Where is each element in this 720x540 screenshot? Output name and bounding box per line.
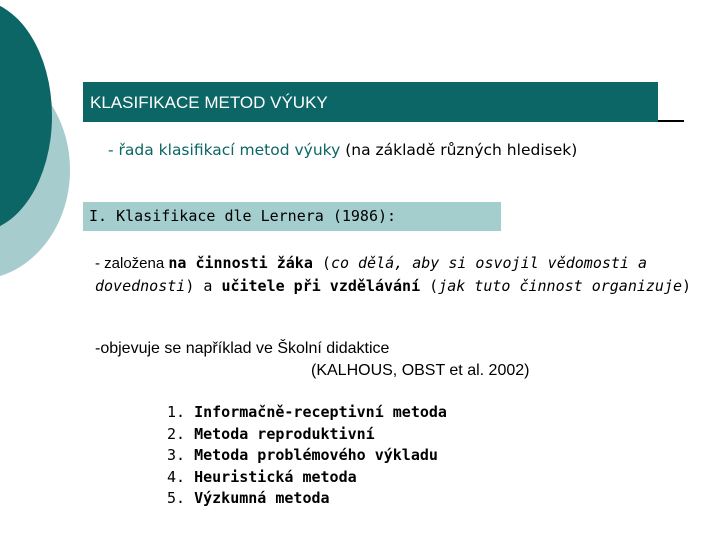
method-label: Heuristická metoda	[194, 467, 357, 486]
citation	[95, 338, 695, 382]
method-number: 3.	[167, 446, 186, 464]
list-item	[167, 402, 447, 424]
subtitle-lead: - řada klasifikací metod výuky	[108, 141, 341, 159]
desc-mid: ) a	[185, 277, 222, 295]
method-label: Výzkumná metoda	[194, 489, 330, 507]
method-label: Metoda problémového výkladu	[194, 446, 438, 464]
desc-prefix: - založena	[95, 255, 169, 272]
subtitle-rest: (na základě různých hledisek)	[340, 141, 578, 159]
title-underline	[658, 120, 684, 122]
subtitle	[108, 141, 577, 159]
methods-list	[167, 402, 447, 510]
desc-bold-student: na činnosti žáka	[168, 254, 313, 272]
list-item	[167, 488, 447, 510]
desc-paren-open-2: (	[420, 277, 439, 295]
method-label: Metoda reproduktivní	[194, 424, 375, 443]
citation-text: -objevuje se například ve Školní didaktice	[95, 340, 390, 357]
citation-source: (KALHOUS, OBST et al. 2002)	[311, 362, 530, 379]
desc-paren-open-1: (	[312, 254, 331, 272]
section-heading: I. Klasifikace dle Lernera (1986):	[83, 202, 501, 231]
desc-bold-teacher: učitele při vzdělávání	[221, 277, 421, 295]
desc-italic-2: jak tuto činnost organizuje	[438, 277, 683, 295]
desc-italic-1: co dělá, aby si osvojil vědomosti a dovednosti	[95, 254, 648, 295]
list-item	[167, 424, 447, 446]
list-item	[167, 445, 447, 467]
desc-close: )	[682, 277, 692, 295]
slide-title: KLASIFIKACE METOD VÝUKY	[83, 82, 658, 122]
method-number: 1.	[167, 403, 186, 421]
decorative-circles	[0, 0, 80, 300]
method-number: 2.	[167, 424, 186, 443]
method-number: 4.	[167, 467, 186, 486]
method-number: 5.	[167, 489, 186, 507]
list-item	[167, 467, 447, 489]
description-paragraph	[95, 252, 695, 297]
method-label: Informačně-receptivní metoda	[194, 403, 447, 421]
